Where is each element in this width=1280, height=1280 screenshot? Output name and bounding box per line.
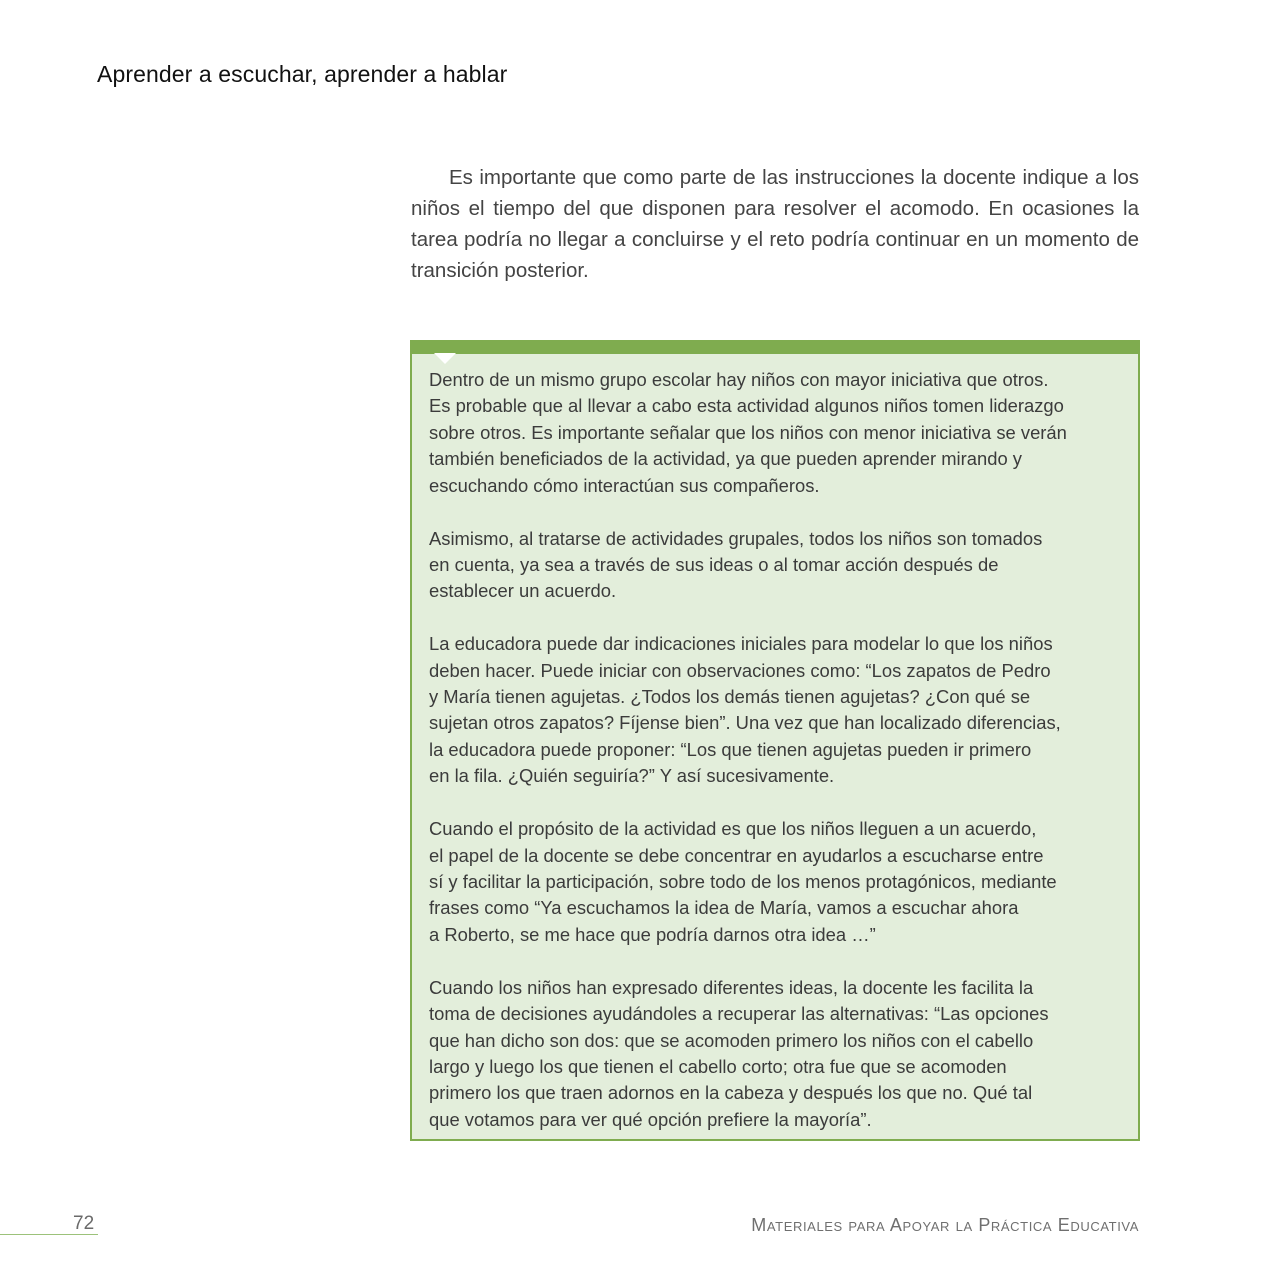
note-box-content — [429, 367, 1129, 1160]
note-box — [410, 340, 1140, 1141]
intro-paragraph: Es importante que como parte de las instrucciones la docente indique a los niños el tiempo del que disponen para resolver el acomodo. En ocasiones la tarea podría no llegar a concluirse y el reto podría continuar en un momento de transición posterior. — [411, 166, 1139, 282]
note-paragraph: Dentro de un mismo grupo escolar hay niños con mayor iniciativa que otros. Es probable que al llevar a cabo esta actividad algunos niños tomen liderazgo sobre otros. Es importante señalar que los niños con menor iniciativa se verán también beneficiados de la actividad, ya que pueden aprender mirando y escuchando cómo interactúan sus compañeros. — [429, 369, 1067, 496]
note-paragraph: Cuando los niños han expresado diferentes ideas, la docente les facilita la toma de decisiones ayudándoles a recuperar las alternativas: “Las opciones que han dicho son dos: que se acomoden primero los niños con el cabello largo y luego los que tienen el cabello corto; otra fue que se acomoden primero los que traen adornos en la cabeza y después los que no. Qué tal que votamos para ver qué opción prefiere la mayoría”. — [429, 976, 1049, 1130]
page-number: 72 — [73, 1213, 95, 1234]
note-paragraph: Cuando el propósito de la actividad es que los niños lleguen a un acuerdo, el papel de la docente se debe concentrar en ayudarlos a escucharse entre sí y facilitar la participación, sobre todo de los menos protagónicos, mediante frases como “Ya escuchamos la idea de María, vamos a escuchar ahora a Roberto, se me hace que podría darnos otra idea …” — [429, 818, 1057, 945]
page-title: Aprender a escuchar, aprender a hablar — [97, 61, 508, 87]
footer-caption: Materiales para Apoyar la Práctica Educativa — [751, 1215, 1139, 1235]
note-box-notch — [434, 353, 456, 364]
note-paragraph: Asimismo, al tratarse de actividades grupales, todos los niños son tomados en cuenta, ya sea a través de sus ideas o al tomar acción después de establecer un acuerdo. — [429, 527, 1043, 602]
footer-rule — [0, 1234, 98, 1235]
note-paragraph: La educadora puede dar indicaciones iniciales para modelar lo que los niños deben hacer. Puede iniciar con observaciones como: “Los zapatos de Pedro y María tienen agujetas. ¿Todos los demás tienen agujetas? ¿Con qué se sujetan otros zapatos? Fíjense bien”. Una vez que han localizado diferencias, la educadora puede proponer: “Los que tienen agujetas pueden ir primero en la fila. ¿Quién seguiría?” Y así sucesivamente. — [429, 633, 1061, 787]
